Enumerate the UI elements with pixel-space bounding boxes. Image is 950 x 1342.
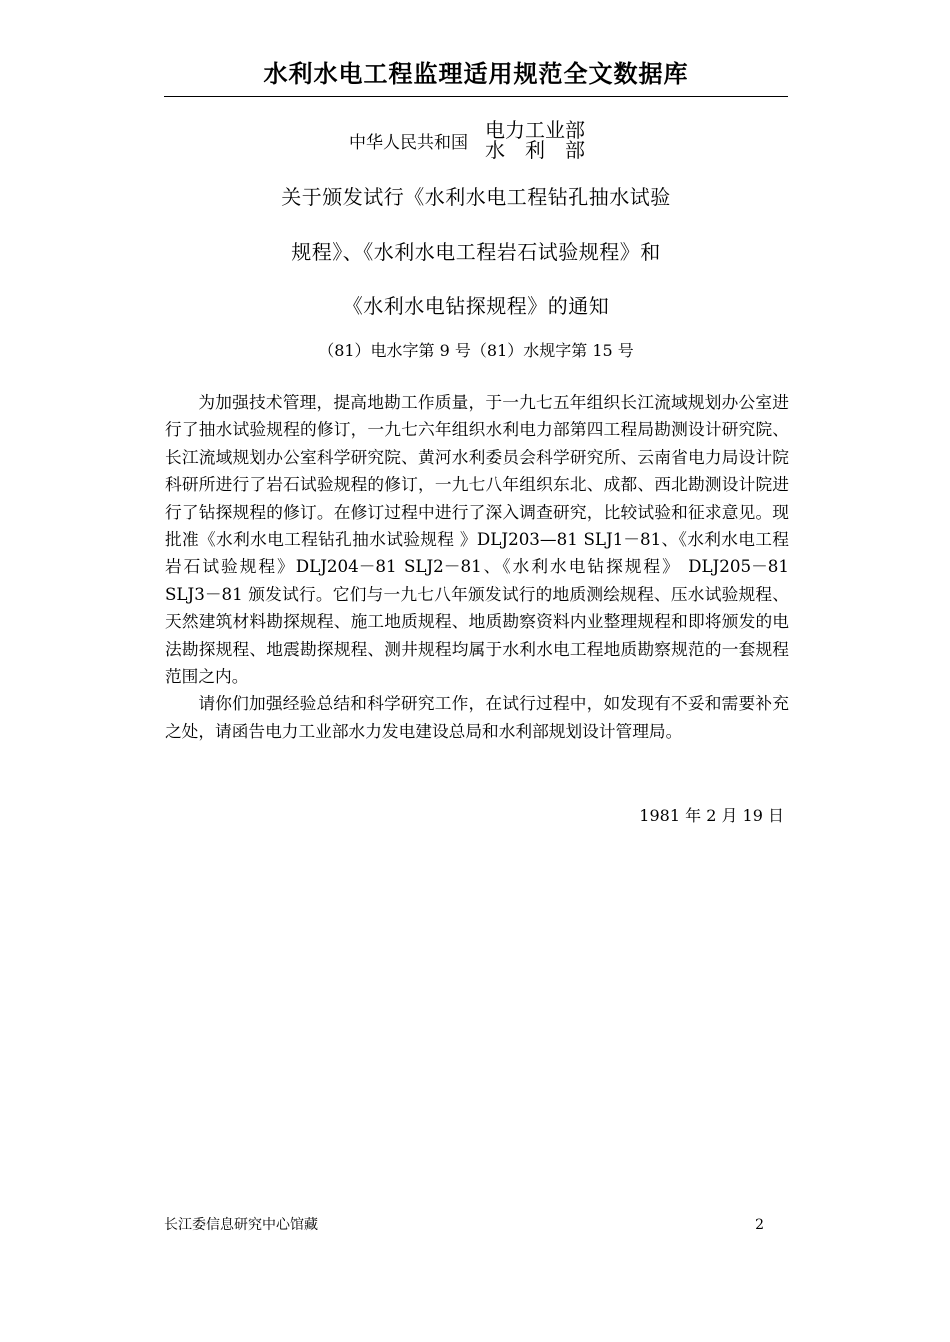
notice-title-line-3: 《水利水电钻探规程》的通知 — [342, 294, 610, 318]
issuer-dept-power: 电力工业部 — [485, 118, 585, 142]
document-number: （81）电水字第 9 号（81）水规字第 15 号 — [318, 341, 634, 360]
issuer-block — [349, 120, 609, 164]
issuer-country: 中华人民共和国 — [349, 133, 468, 153]
database-header-title: 水利水电工程监理适用规范全文数据库 — [263, 60, 689, 88]
notice-title-line-2: 规程》、《水利水电工程岩石试验规程》和 — [291, 240, 661, 264]
notice-title-line-1: 关于颁发试行《水利水电工程钻孔抽水试验 — [281, 185, 671, 209]
issue-date: 1981 年 2 月 19 日 — [639, 806, 784, 825]
notice-body — [165, 389, 789, 745]
body-paragraph-1: 为加强技术管理，提高地勘工作质量，于一九七五年组织长江流域规划办公室进行了抽水试验规程的修订，一九七六年组织水利电力部第四工程局勘测设计研究院、长江流域规划办公室科学研究院、黄河水利委员会科学研究所、云南省电力局设计院科研所进行了岩石试验规程的修订，一九七八年组织东北、成都、西北勘测设计院进行了钻探规程的修订。在修订过程中进行了深入调查研究，比较试验和征求意见。现批准《水利水电工程钻孔抽水试验规程 》DLJ203—81 SLJ1－81、《水利水电工程岩石试验规程》DLJ204－81 SLJ2－81、《水利水电钻探规程》 DLJ205－81 SLJ3－81 颁发试行。它们与一九七八年颁发试行的地质测绘规程、压水试验规程、天然建筑材料勘探规程、施工地质规程、地质勘察资料内业整理规程和即将颁发的电法勘探规程、地震勘探规程、测井规程均属于水利水电工程地质勘察规范的一套规程范围之内。 — [165, 392, 789, 687]
footer-page-number: 2 — [755, 1217, 764, 1233]
footer-library: 长江委信息研究中心馆藏 — [164, 1217, 318, 1233]
issuer-dept-water: 水 利 部 — [485, 138, 585, 162]
header-divider — [164, 96, 788, 97]
body-paragraph-2: 请你们加强经验总结和科学研究工作，在试行过程中，如发现有不妥和需要补充之处，请函告电力工业部水力发电建设总局和水利部规划设计管理局。 — [165, 693, 789, 741]
issuer-departments — [485, 120, 585, 160]
